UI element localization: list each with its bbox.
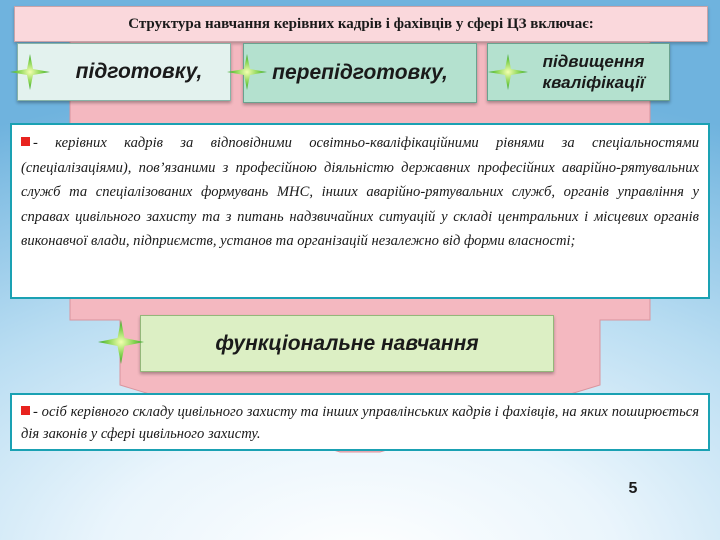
four-point-star-icon bbox=[486, 52, 530, 92]
functional-training-label: функціональне навчання bbox=[215, 331, 479, 355]
category-retraining-label: перепідготовку, bbox=[272, 61, 448, 84]
functional-training-box bbox=[140, 315, 554, 372]
slide-title: Структура навчання керівних кадрів і фахівців у сфері ЦЗ включає: bbox=[14, 6, 708, 42]
functional-description-text: - осіб керівного складу цивільного захисту та інших управлінських кадрів і фахівців, на яких поширюється дія законів у сфері цивільного захисту. bbox=[21, 404, 699, 442]
category-qualification-line1: підвищення bbox=[542, 52, 645, 71]
four-point-star-icon bbox=[225, 52, 269, 92]
bullet-square-icon bbox=[21, 406, 30, 415]
category-qualification-line2: кваліфікації bbox=[542, 73, 645, 92]
four-point-star-icon bbox=[96, 318, 146, 366]
training-description-block bbox=[10, 123, 710, 299]
category-retraining bbox=[243, 43, 477, 103]
functional-description-block bbox=[10, 393, 710, 451]
page-number: 5 bbox=[628, 480, 638, 497]
category-training-label: підготовку, bbox=[75, 60, 203, 83]
training-description-text: - керівних кадрів за відповідними освітньо-кваліфікаційними рівнями за спеціальностями (спеціалізаціями), пов’язаними з професійною діяльністю державних професійних аварійно-рятувальних служб та спеціалізованих формувань МНС, інших аварійно-рятувальних служб, органів управління у справах цивільного захисту та з питань надзвичайних ситуацій у складі центральних і місцевих органів виконавчої влади, підприємств, установ та організацій незалежно від форми власності; bbox=[21, 135, 699, 249]
four-point-star-icon bbox=[8, 52, 52, 92]
bullet-square-icon bbox=[21, 137, 30, 146]
